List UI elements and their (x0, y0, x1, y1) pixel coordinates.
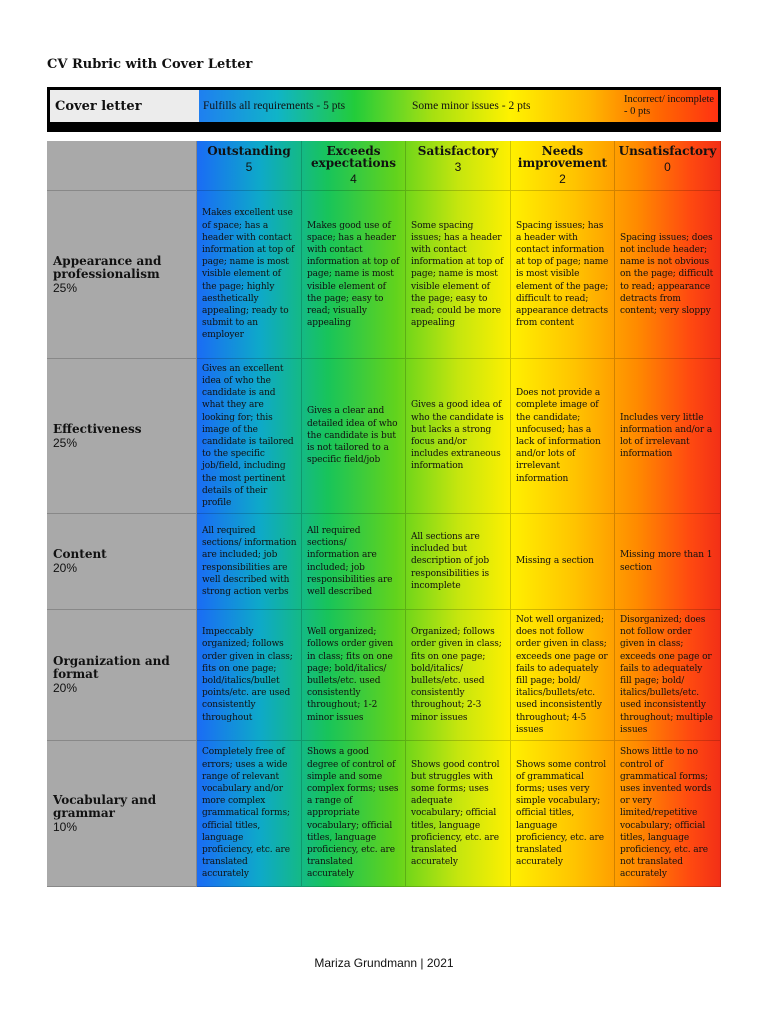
level-score: 5 (245, 160, 253, 174)
rubric-cell (406, 359, 511, 514)
cell-text: All sections are included but description of job responsibilities is incomplete (411, 531, 490, 591)
cell-text: All required sections/ information are included; job responsibilities are well described (307, 525, 393, 597)
criterion-weight: 20% (53, 681, 78, 695)
level-score: 0 (664, 160, 671, 174)
rubric-cell (406, 191, 511, 359)
rubric-cell (302, 514, 406, 610)
rubric-cell (302, 610, 406, 741)
cell-text: Gives an excellent idea of who the candidate is and what they are looking for; this image of the candidate is tailored to the specific job/field, including the most pertinent details of their profile (202, 363, 294, 509)
rubric-cell (615, 741, 721, 887)
criterion-name: Organization and format (53, 654, 170, 681)
rubric-cell (197, 191, 302, 359)
cover-letter-label: Cover letter (50, 90, 199, 122)
cell-text: Makes excellent use of space; has a header with contact information at top of page; name is most visible element of the page; highly aesthetically appealing; ready to submit to an employer (202, 208, 295, 341)
criterion-vocabulary (47, 741, 197, 887)
cell-text: Does not provide a complete image of the candidate; unfocused; has a lack of information and/or lots of irrelevant information (516, 388, 601, 484)
criterion-weight: 20% (53, 561, 78, 575)
level-name: Unsatisfactory (618, 144, 717, 158)
level-score: 3 (454, 160, 462, 174)
rubric-cell (302, 741, 406, 887)
cell-text: Not well organized; does not follow order given in class; exceeds one page or fails to adequately fill page; bold/ italics/bullets/etc. used inconsistently throughout; 4-5 issues (516, 614, 608, 735)
level-name: Needs improvement (517, 144, 608, 170)
criterion-name: Effectiveness (53, 421, 142, 436)
level-header-satisfactory (406, 141, 511, 191)
rubric-cell (615, 514, 721, 610)
cell-text: All required sections/ information are included; job responsibilities are well described with strong action verbs (202, 525, 297, 597)
level-header-needs-improvement (511, 141, 615, 191)
cover-letter-scale (199, 90, 718, 122)
rubric-cell (511, 514, 615, 610)
level-name: Outstanding (207, 144, 291, 158)
rubric-cell (615, 610, 721, 741)
cell-text: Missing a section (516, 556, 594, 567)
criterion-appearance (47, 191, 197, 359)
cell-text: Spacing issues; has a header with contact information at top of page; name is most visible element of the page; difficult to read; appearance detracts from content (516, 220, 609, 329)
rubric-cell (511, 191, 615, 359)
criterion-name: Content (53, 547, 107, 561)
rubric-corner (47, 141, 197, 191)
cell-text: Organized; follows order given in class; fits on one page; bold/italics/ bullets/etc. used consistently throughout; 2-3 minor issues (411, 627, 502, 723)
rubric-cell (615, 359, 721, 514)
cover-letter-incorrect: Incorrect/ incomplete - 0 pts (624, 94, 715, 117)
cell-text: Shows some control of grammatical forms; uses very simple vocabulary; official titles, language proficiency, etc. are translated accurately (516, 759, 606, 868)
cell-text: Gives a good idea of who the candidate is but lacks a strong focus and/or includes extraneous information (411, 400, 504, 472)
page-footer: Mariza Grundmann | 2021 (314, 956, 454, 970)
rubric-cell (511, 741, 615, 887)
cell-text: Includes very little information and/or a lot of irrelevant information (620, 412, 713, 460)
level-header-unsatisfactory (615, 141, 721, 191)
rubric-cell (511, 610, 615, 741)
cell-text: Shows little to no control of grammatical forms; uses invented words or very limited/repetitive vocabulary; official titles, language proficiency, etc. are not translated accurately (620, 747, 712, 880)
criterion-name: Vocabulary and grammar (53, 792, 157, 820)
rubric-cell (406, 741, 511, 887)
rubric-table (47, 141, 721, 887)
cell-text: Makes good use of space; has a header with contact information at top of page; name is most visible element of the page; easy to read; visually appealing (307, 220, 400, 329)
cover-letter-full-points: Fulfills all requirements - 5 pts (203, 100, 346, 112)
level-header-exceeds (302, 141, 406, 191)
criterion-weight: 10% (53, 819, 78, 834)
criterion-organization (47, 610, 197, 741)
cell-text: Impeccably organized; follows order given in class; fits on one page; bold/italics/bullet points/etc. are used consistently throughout (202, 627, 293, 723)
criterion-content (47, 514, 197, 610)
rubric-cell (615, 191, 721, 359)
level-name: Satisfactory (417, 144, 499, 158)
rubric-cell (197, 514, 302, 610)
rubric-cell (406, 514, 511, 610)
cell-text: Missing more than 1 section (620, 550, 713, 573)
rubric-cell (406, 610, 511, 741)
criterion-effectiveness (47, 359, 197, 514)
cover-letter-row (47, 87, 721, 132)
criterion-weight: 25% (53, 435, 78, 450)
cover-letter-minor-issues: Some minor issues - 2 pts (412, 100, 531, 112)
cell-text: Completely free of errors; uses a wide range of relevant vocabulary and/or more complex grammatical forms; official titles, language proficiency, etc. are translated accurately (202, 747, 290, 880)
cell-text: Gives a clear and detailed idea of who the candidate is but is not tailored to a specific field/job (307, 406, 398, 466)
rubric-cell (302, 359, 406, 514)
level-score: 2 (559, 172, 566, 186)
cell-text: Spacing issues; does not include header; name is not obvious on the page; difficult to read; appearance detracts from content; very sloppy (620, 232, 714, 316)
document-title: CV Rubric with Cover Letter (47, 57, 253, 72)
criterion-weight: 25% (53, 280, 78, 295)
cell-text: Disorganized; does not follow order given in class; exceeds one page or fails to adequately fill page; bold/ italics/bullets/etc. used inconsistently throughout; multiple issues (620, 614, 713, 735)
cell-text: Well organized; follows order given in class; fits on one page; bold/italics/ bullets/etc. used consistently throughout; 1-2 minor issues (307, 627, 394, 723)
criterion-name: Appearance and professionalism (53, 253, 162, 281)
level-header-outstanding (197, 141, 302, 191)
rubric-cell (197, 741, 302, 887)
rubric-cell (511, 359, 615, 514)
rubric-cell (197, 610, 302, 741)
rubric-cell (197, 359, 302, 514)
cell-text: Shows good control but struggles with some forms; uses adequate vocabulary; official titles, language proficiency, etc. are translated accurately (411, 759, 500, 868)
cell-text: Some spacing issues; has a header with contact information at top of page; name is most visible element of the page; easy to read; could be more appealing (411, 220, 504, 329)
level-name: Exceeds expectations (310, 144, 397, 170)
rubric-cell (302, 191, 406, 359)
level-score: 4 (350, 172, 357, 186)
cell-text: Shows a good degree of control of simple and some complex forms; uses a range of appropriate vocabulary; official titles, language proficiency, etc. are translated accurately (307, 747, 399, 880)
